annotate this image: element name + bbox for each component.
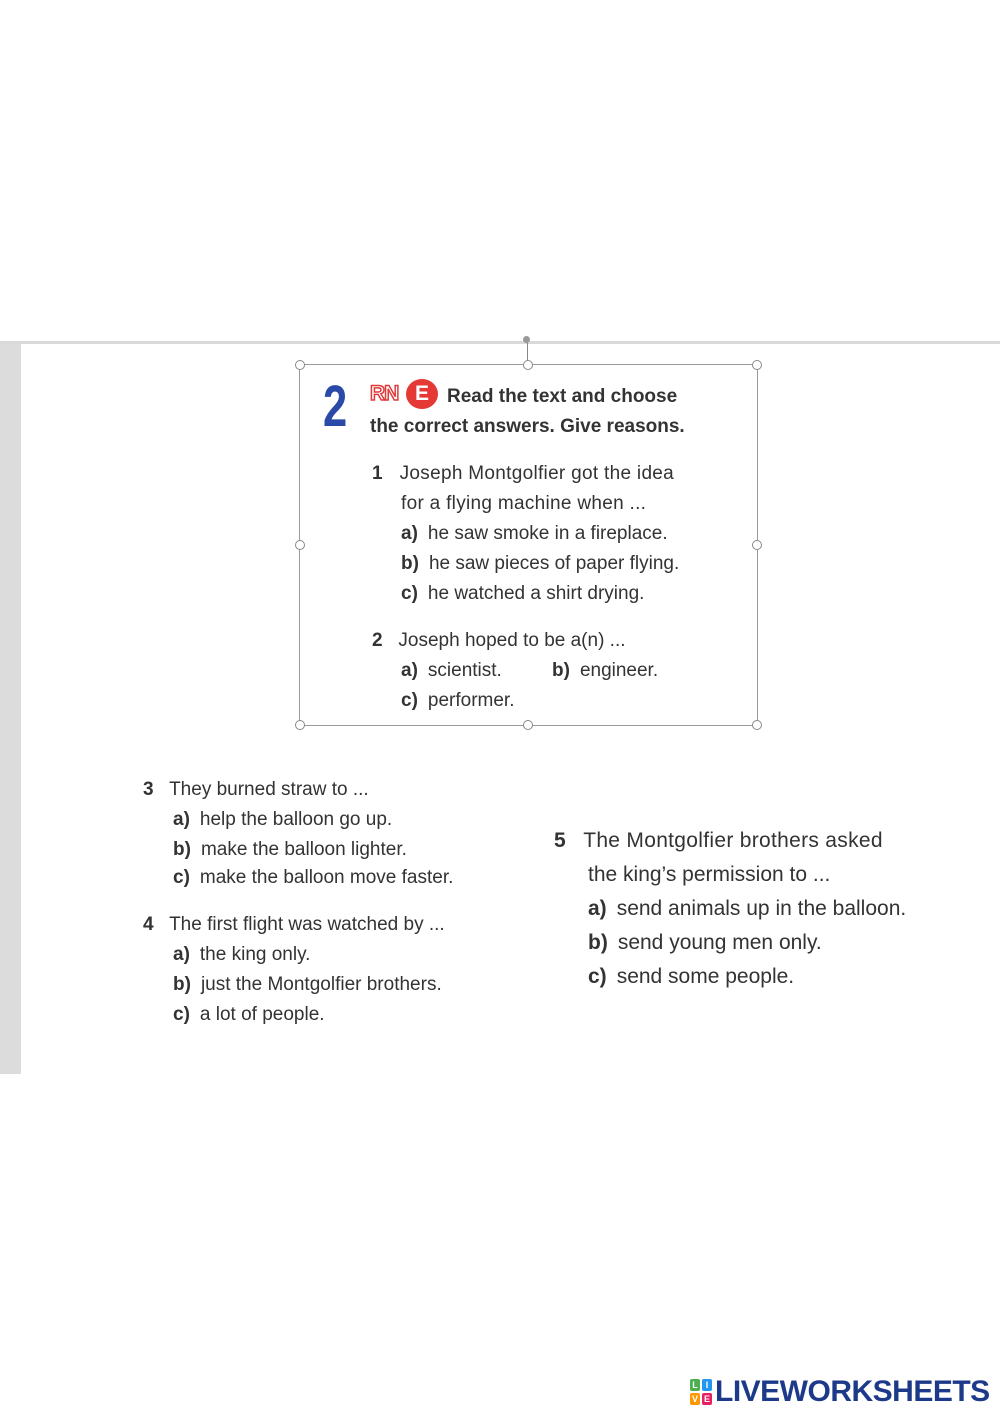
option-text: engineer.: [579, 660, 659, 681]
question-text: The Montgolfier brothers asked: [583, 829, 883, 852]
option-text: he saw pieces of paper flying.: [428, 553, 680, 574]
option-1b[interactable]: [401, 553, 679, 575]
question-3: [143, 779, 369, 801]
option-text: make the balloon lighter.: [200, 839, 407, 860]
option-letter: a): [173, 944, 190, 965]
option-letter: b): [401, 553, 419, 574]
option-text: help the balloon go up.: [199, 809, 393, 830]
option-letter: b): [173, 839, 191, 860]
option-letter: c): [588, 965, 607, 988]
question-number: 4: [143, 914, 154, 935]
option-letter: b): [552, 660, 570, 681]
option-3b[interactable]: [173, 839, 407, 861]
option-letter: c): [173, 1004, 190, 1025]
option-4a[interactable]: [173, 944, 310, 966]
option-letter: c): [173, 867, 190, 888]
question-5-line-2: the king’s permission to ...: [588, 863, 831, 886]
option-2c[interactable]: [401, 690, 515, 712]
resize-handle-top[interactable]: [523, 360, 533, 370]
option-text: send some people.: [616, 965, 795, 988]
option-text: a lot of people.: [199, 1004, 325, 1025]
option-4c[interactable]: [173, 1004, 325, 1026]
resize-handle-bottom-left[interactable]: [295, 720, 305, 730]
logo-letter: E: [703, 1394, 710, 1404]
question-text: Joseph Montgolfier got the idea: [399, 463, 675, 484]
resize-handle-top-left[interactable]: [295, 360, 305, 370]
instruction-line-2: the correct answers. Give reasons.: [370, 416, 685, 437]
question-text: The first flight was watched by ...: [169, 914, 445, 935]
badge-e-circle: E: [406, 379, 438, 409]
resize-handle-left[interactable]: [295, 540, 305, 550]
option-text: he watched a shirt drying.: [427, 583, 645, 604]
option-5a[interactable]: [588, 897, 906, 921]
instruction-line-1: Read the text and choose: [447, 386, 678, 407]
option-letter: c): [401, 690, 418, 711]
liveworksheets-logo[interactable]: [690, 1376, 990, 1408]
rotate-handle[interactable]: [523, 336, 530, 343]
resize-handle-top-right[interactable]: [752, 360, 762, 370]
option-4b[interactable]: [173, 974, 442, 996]
question-number: 1: [372, 463, 383, 484]
question-5: [554, 829, 883, 853]
question-1: [372, 463, 674, 485]
resize-handle-right[interactable]: [752, 540, 762, 550]
option-5b[interactable]: [588, 931, 822, 955]
option-letter: a): [401, 523, 418, 544]
option-letter: a): [173, 809, 190, 830]
option-text: just the Montgolfier brothers.: [200, 974, 442, 995]
logo-letter: V: [691, 1394, 698, 1404]
logo-grid-icon: [690, 1379, 712, 1405]
question-text: Joseph hoped to be a(n) ...: [398, 630, 626, 651]
option-text: performer.: [427, 690, 515, 711]
option-3a[interactable]: [173, 809, 392, 831]
option-letter: c): [401, 583, 418, 604]
option-letter: b): [588, 931, 608, 954]
option-3c[interactable]: [173, 867, 453, 889]
rne-badge: [370, 379, 440, 409]
option-text: the king only.: [199, 944, 311, 965]
page-gutter: [0, 344, 21, 1074]
question-4: [143, 914, 445, 936]
option-1c[interactable]: [401, 583, 644, 605]
option-2a[interactable]: [401, 660, 502, 682]
option-letter: a): [588, 897, 607, 920]
question-number: 2: [372, 630, 383, 651]
question-1-line-2: for a flying machine when ...: [401, 493, 647, 514]
question-number: 3: [143, 779, 154, 800]
badge-rn-text: RN: [370, 382, 399, 405]
option-text: send young men only.: [617, 931, 822, 954]
question-2: [372, 630, 626, 652]
logo-text: LIVEWORKSHEETS: [715, 1375, 990, 1408]
option-text: he saw smoke in a fireplace.: [427, 523, 668, 544]
logo-letter: L: [690, 1379, 700, 1391]
resize-handle-bottom[interactable]: [523, 720, 533, 730]
option-text: make the balloon move faster.: [199, 867, 454, 888]
question-number: 5: [554, 829, 566, 852]
logo-letter: I: [702, 1379, 712, 1391]
option-text: scientist.: [427, 660, 502, 681]
option-letter: b): [173, 974, 191, 995]
question-text: They burned straw to ...: [169, 779, 369, 800]
option-1a[interactable]: [401, 523, 668, 545]
option-letter: a): [401, 660, 418, 681]
option-5c[interactable]: [588, 965, 794, 989]
resize-handle-bottom-right[interactable]: [752, 720, 762, 730]
option-text: send animals up in the balloon.: [616, 897, 907, 920]
exercise-number: 2: [323, 374, 348, 439]
option-2b[interactable]: [552, 660, 658, 682]
